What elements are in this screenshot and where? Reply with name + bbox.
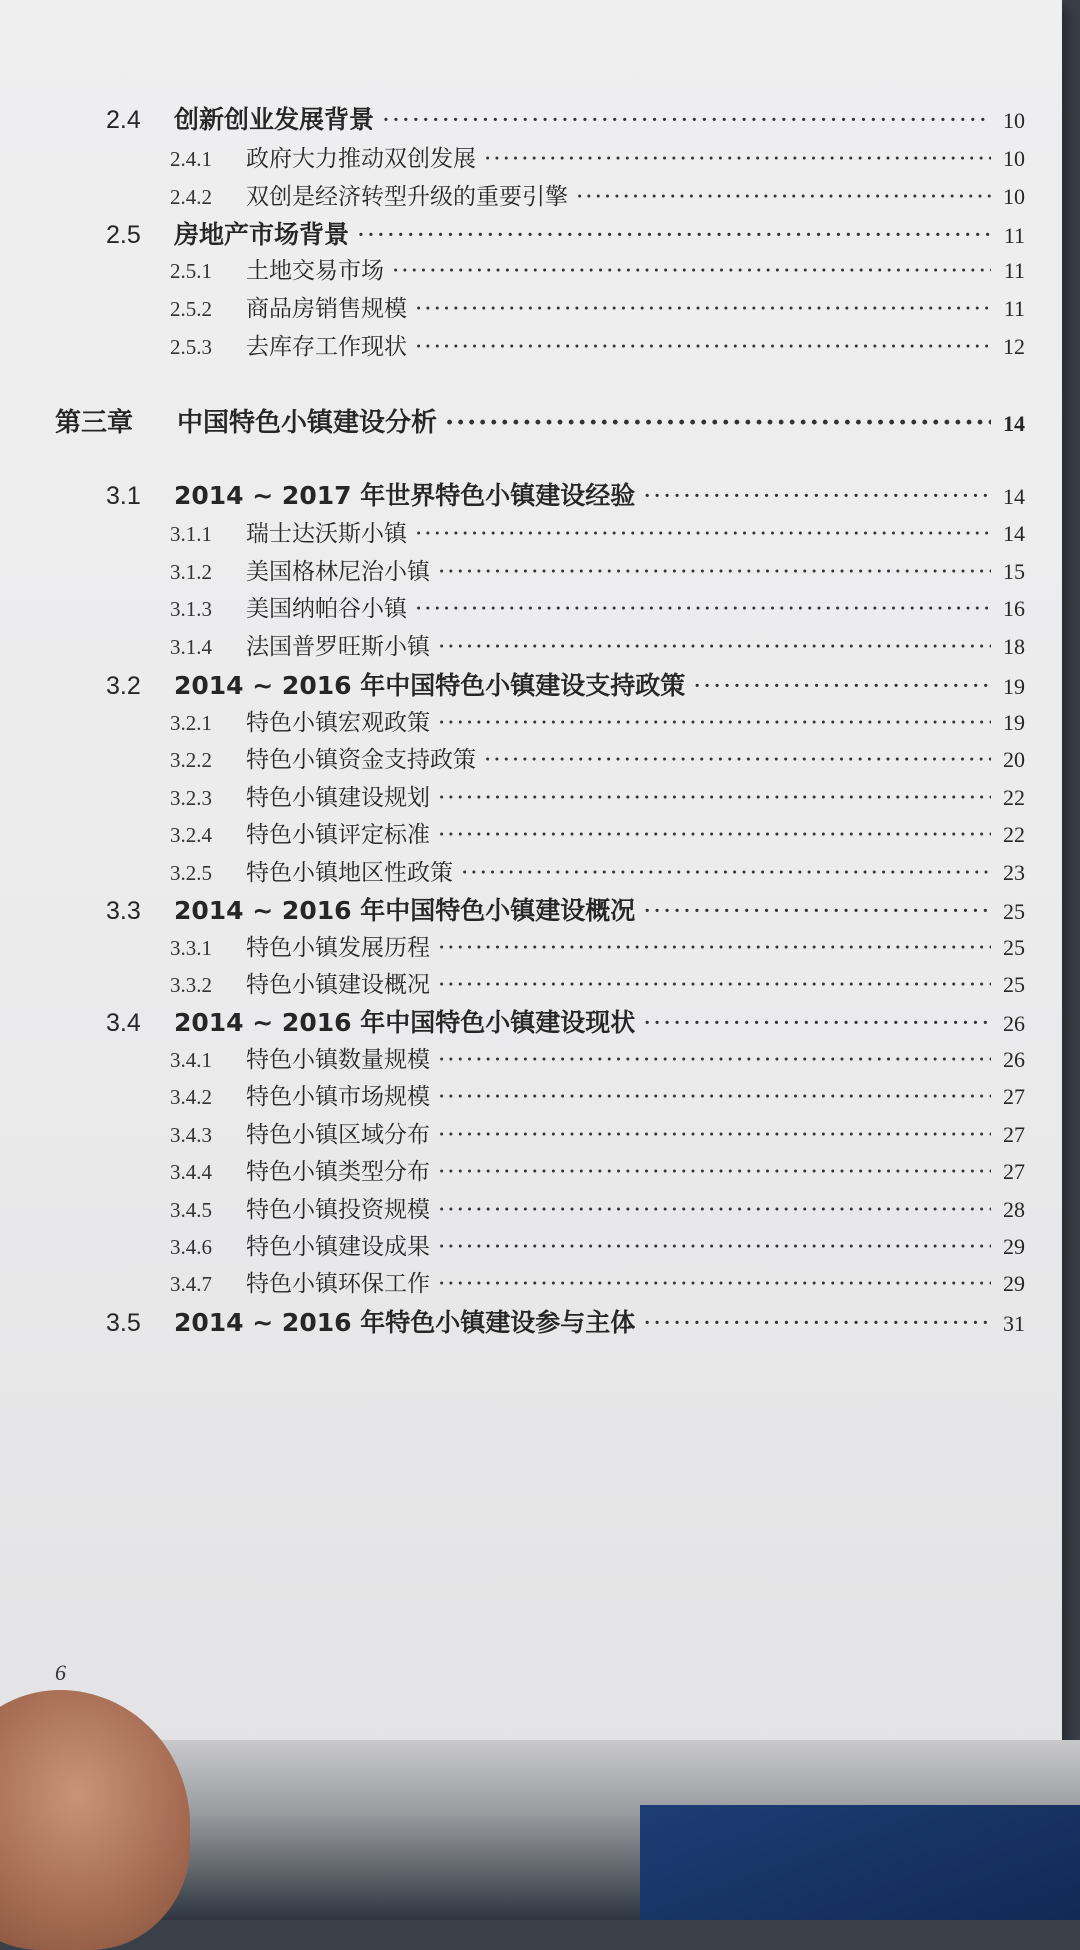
toc-entry-page: 20	[1003, 747, 1025, 772]
dot-leader	[357, 220, 991, 249]
toc-entry-number: 3.3.2	[170, 973, 212, 997]
toc-entry-number: 3.2.2	[170, 748, 212, 772]
toc-entry-title: 2014 ~ 2017 年世界特色小镇建设经验	[174, 481, 636, 510]
dot-leader	[461, 860, 991, 886]
toc-entry-page: 14	[1003, 411, 1025, 436]
toc-entry-page: 19	[1003, 710, 1025, 735]
toc-entry-sub	[170, 929, 1025, 962]
toc-entry-sub	[170, 178, 1025, 211]
dot-leader	[415, 334, 991, 360]
toc-entry-sub	[170, 1078, 1025, 1111]
dot-leader	[415, 596, 991, 622]
toc-entry-number: 2.5.3	[170, 335, 212, 359]
toc-entry-number: 3.4.4	[170, 1160, 212, 1184]
toc-entry-number: 2.4	[106, 106, 141, 134]
toc-entry-number: 2.4.2	[170, 185, 212, 209]
dot-leader	[438, 1047, 991, 1073]
toc-entry-title: 房地产市场背景	[174, 220, 350, 249]
toc-entry-number: 第三章	[55, 408, 134, 438]
toc-entry-page: 25	[1003, 899, 1025, 924]
toc-entry-page: 12	[1003, 334, 1025, 359]
toc-entry-section	[106, 476, 1025, 512]
toc-entry-number: 3.2.5	[170, 861, 212, 885]
toc-entry-number: 3.4.3	[170, 1123, 212, 1147]
toc-entry-number: 2.5.2	[170, 297, 212, 321]
toc-entry-number: 3.2	[106, 672, 141, 700]
toc-entry-title: 去库存工作现状	[246, 334, 407, 360]
dot-leader	[415, 521, 991, 547]
toc-entry-number: 3.3.1	[170, 936, 212, 960]
toc-entry-page: 23	[1003, 860, 1025, 885]
toc-entry-sub	[170, 966, 1025, 999]
toc-entry-page: 27	[1003, 1159, 1025, 1184]
dot-leader	[438, 634, 991, 660]
toc-entry-sub	[170, 779, 1025, 812]
toc-entry-number: 3.3	[106, 897, 141, 925]
toc-entry-number: 3.2.1	[170, 711, 212, 735]
toc-entry-title: 美国格林尼治小镇	[246, 559, 430, 585]
toc-entry-number: 3.1	[106, 482, 141, 510]
toc-entry-page: 11	[1003, 223, 1025, 248]
toc-entry-title: 政府大力推动双创发展	[246, 146, 476, 172]
toc-entry-section	[106, 100, 1025, 136]
dot-leader	[445, 408, 991, 438]
toc-entry-number: 3.2.4	[170, 823, 212, 847]
dot-leader	[643, 481, 991, 510]
toc-entry-sub	[170, 1191, 1025, 1224]
toc-entry-sub	[170, 1041, 1025, 1074]
toc-entry-title: 瑞士达沃斯小镇	[246, 521, 407, 547]
toc-entry-section	[106, 666, 1025, 702]
toc-entry-title: 特色小镇评定标准	[246, 822, 430, 848]
toc-entry-sub	[170, 1228, 1025, 1261]
dot-leader	[484, 146, 991, 172]
toc-entry-page: 14	[1003, 521, 1025, 546]
toc-entry-page: 29	[1003, 1234, 1025, 1259]
toc-entry-title: 特色小镇投资规模	[246, 1197, 430, 1223]
toc-entry-sub	[170, 515, 1025, 548]
toc-entry-title: 中国特色小镇建设分析	[177, 408, 438, 438]
toc-entry-number: 3.4.6	[170, 1235, 212, 1259]
dot-leader	[438, 785, 991, 811]
toc-entry-number: 3.4	[106, 1009, 141, 1037]
dot-leader	[438, 1197, 991, 1223]
toc-entry-page: 27	[1003, 1084, 1025, 1109]
dot-leader	[438, 1122, 991, 1148]
dot-leader	[438, 710, 991, 736]
toc-entry-page: 26	[1003, 1011, 1025, 1036]
toc-entry-title: 商品房销售规模	[246, 296, 407, 322]
toc-entry-number: 3.4.7	[170, 1272, 212, 1296]
toc-entry-number: 3.4.2	[170, 1085, 212, 1109]
toc-entry-number: 2.4.1	[170, 147, 212, 171]
toc-entry-section	[106, 1003, 1025, 1039]
toc-entry-page: 16	[1003, 596, 1025, 621]
toc-entry-page: 28	[1003, 1197, 1025, 1222]
toc-entry-page: 18	[1003, 634, 1025, 659]
toc-entry-page: 14	[1003, 484, 1025, 509]
toc-entry-number: 3.4.5	[170, 1198, 212, 1222]
toc-entry-number: 3.4.1	[170, 1048, 212, 1072]
page-folio: 6	[55, 1660, 66, 1685]
toc-entry-number: 3.1.2	[170, 560, 212, 584]
toc-entry-sub	[170, 328, 1025, 361]
toc-entry-sub	[170, 628, 1025, 661]
toc-entry-page: 11	[1003, 296, 1025, 321]
dot-leader	[415, 296, 991, 322]
toc-entry-page: 29	[1003, 1271, 1025, 1296]
toc-entry-number: 2.5.1	[170, 259, 212, 283]
toc-entry-title: 2014 ~ 2016 年中国特色小镇建设支持政策	[174, 671, 686, 700]
toc-entry-page: 26	[1003, 1047, 1025, 1072]
toc-entry-title: 特色小镇市场规模	[246, 1084, 430, 1110]
toc-entry-sub	[170, 252, 1025, 285]
toc-entry-title: 特色小镇地区性政策	[246, 860, 453, 886]
toc-entry-section	[106, 891, 1025, 927]
toc-entry-page: 15	[1003, 559, 1025, 584]
toc-entry-number: 3.1.4	[170, 635, 212, 659]
toc-entry-page: 25	[1003, 972, 1025, 997]
toc-entry-title: 特色小镇数量规模	[246, 1047, 430, 1073]
dot-leader	[484, 747, 991, 773]
dot-leader	[438, 1084, 991, 1110]
toc-entry-title: 2014 ~ 2016 年中国特色小镇建设现状	[174, 1008, 636, 1037]
toc-entry-number: 3.1.3	[170, 597, 212, 621]
toc-entry-sub	[170, 704, 1025, 737]
dot-leader	[392, 258, 991, 284]
toc-entry-sub	[170, 140, 1025, 173]
dot-leader	[382, 105, 991, 134]
toc-entry-title: 特色小镇类型分布	[246, 1159, 430, 1185]
toc-entry-page: 11	[1003, 258, 1025, 283]
toc-entry-title: 双创是经济转型升级的重要引擎	[246, 184, 568, 210]
toc-entry-page: 22	[1003, 822, 1025, 847]
toc-entry-page: 31	[1003, 1311, 1025, 1336]
toc-entry-number: 2.5	[106, 221, 141, 249]
toc-entry-page: 10	[1003, 184, 1025, 209]
dot-leader	[438, 1159, 991, 1185]
toc-entry-title: 创新创业发展背景	[174, 105, 375, 134]
dot-leader	[438, 559, 991, 585]
toc-entry-sub	[170, 816, 1025, 849]
toc-entry-title: 特色小镇资金支持政策	[246, 747, 476, 773]
toc-entry-sub	[170, 290, 1025, 323]
toc-entry-section	[106, 1303, 1025, 1339]
toc-entry-title: 特色小镇区域分布	[246, 1122, 430, 1148]
dot-leader	[438, 972, 991, 998]
dot-leader	[693, 671, 991, 700]
toc-entry-number: 3.5	[106, 1309, 141, 1337]
dot-leader	[643, 896, 991, 925]
toc-entry-title: 特色小镇宏观政策	[246, 710, 430, 736]
toc-entry-sub	[170, 553, 1025, 586]
dot-leader	[438, 822, 991, 848]
toc-entry-title: 法国普罗旺斯小镇	[246, 634, 430, 660]
toc-entry-title: 特色小镇建设规划	[246, 785, 430, 811]
toc-entry-sub	[170, 741, 1025, 774]
toc-entry-title: 特色小镇建设成果	[246, 1234, 430, 1260]
toc-entry-sub	[170, 1116, 1025, 1149]
toc-entry-page: 10	[1003, 146, 1025, 171]
toc-entry-sub	[170, 1153, 1025, 1186]
toc-entry-title: 特色小镇建设概况	[246, 972, 430, 998]
dot-leader	[438, 1271, 991, 1297]
dot-leader	[438, 935, 991, 961]
dot-leader	[576, 184, 991, 210]
toc-entry-page: 19	[1003, 674, 1025, 699]
dot-leader	[643, 1008, 991, 1037]
toc-entry-page: 27	[1003, 1122, 1025, 1147]
toc-entry-page: 22	[1003, 785, 1025, 810]
toc-entry-number: 3.2.3	[170, 786, 212, 810]
toc-entry-section	[106, 215, 1025, 251]
toc-entry-title: 特色小镇环保工作	[246, 1271, 430, 1297]
dot-leader	[438, 1234, 991, 1260]
toc-entry-title: 美国纳帕谷小镇	[246, 596, 407, 622]
toc-entry-title: 2014 ~ 2016 年特色小镇建设参与主体	[174, 1308, 636, 1337]
toc-entry-sub	[170, 854, 1025, 887]
toc-entry-title: 特色小镇发展历程	[246, 935, 430, 961]
toc-entry-sub	[170, 1265, 1025, 1298]
blue-bag	[640, 1805, 1080, 1920]
dot-leader	[643, 1308, 991, 1337]
toc-entry-page: 10	[1003, 108, 1025, 133]
toc-entry-chapter	[55, 402, 1025, 439]
toc-entry-title: 土地交易市场	[246, 258, 384, 284]
toc-entry-title: 2014 ~ 2016 年中国特色小镇建设概况	[174, 896, 636, 925]
toc-entry-number: 3.1.1	[170, 522, 212, 546]
toc-entry-sub	[170, 590, 1025, 623]
toc-entry-page: 25	[1003, 935, 1025, 960]
